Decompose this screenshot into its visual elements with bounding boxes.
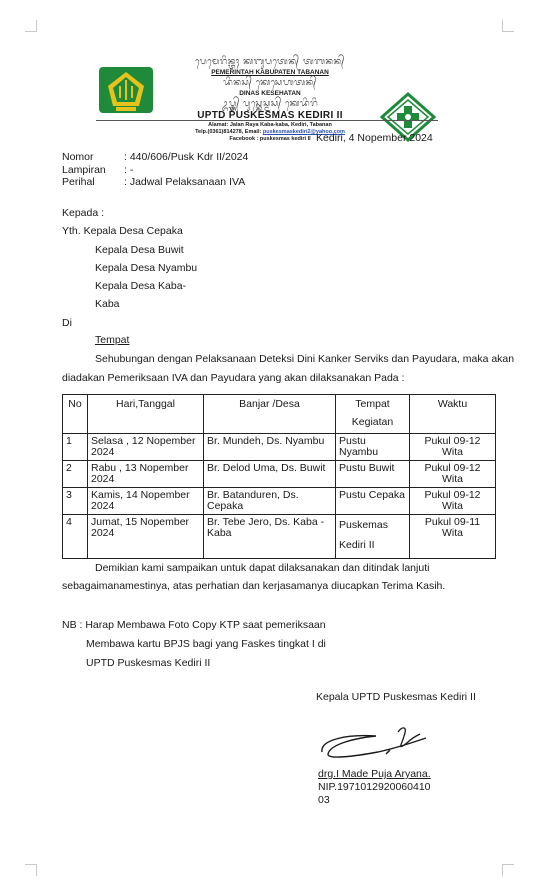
cell-waktu-line2: Wita	[442, 446, 463, 458]
schedule-table	[62, 394, 496, 559]
cell-no: 4	[63, 515, 88, 559]
signer-nip-line2: 03	[318, 794, 330, 806]
place-date: Kediri, 4 Nopember 2024	[316, 132, 433, 144]
lampiran-value: : -	[124, 164, 134, 176]
nb-line: Membawa kartu BPJS bagi yang Faskes tingkat I di	[86, 638, 326, 650]
cell-hari-line2: 2024	[91, 446, 115, 458]
nomor-label: Nomor	[62, 151, 94, 163]
header-banjar: Banjar /Desa	[204, 395, 336, 434]
signer-nip-line1: NIP.1971012920060410	[318, 781, 431, 793]
pemerintah-line: PEMERINTAH KABUPATEN TABANAN	[211, 69, 329, 76]
table-header-row	[63, 395, 496, 434]
letterhead-text	[160, 56, 380, 143]
header-waktu: Waktu	[410, 395, 496, 434]
uptd-line: UPTD PUSKESMAS KEDIRI II	[197, 110, 343, 121]
table-row	[63, 515, 496, 559]
cell-banjar	[204, 434, 336, 461]
cell-hari	[88, 461, 204, 488]
perihal-value: : Jadwal Pelaksanaan IVA	[124, 176, 246, 188]
cell-tempat-line1: Puskemas	[339, 519, 389, 531]
cell-waktu-line1: Pukul 09-12	[424, 462, 481, 474]
cell-banjar-line1: Br. Batanduren, Ds.	[207, 489, 299, 501]
cell-banjar	[204, 461, 336, 488]
balinese-script-line: ᬧᬾᬫᬾᬭᬶᬦ᭄ᬢᬄ ᬓᬩᬸᬧᬢᬾᬦ᭄ ᬢᬩᬦᬦ᭄	[195, 57, 345, 67]
cell-banjar-line1: Br. Delod Uma, Ds. Buwit	[207, 462, 326, 474]
telp-text: Telp.(0361)814278, Email:	[195, 129, 263, 135]
header-tempat-line1: Tempat	[355, 398, 390, 410]
cell-hari-line1: Selasa , 12 Nopember	[91, 435, 196, 447]
cell-tempat-line1: Pustu Cepaka	[339, 489, 405, 501]
kabupaten-tabanan-logo-icon	[98, 66, 154, 114]
cell-banjar-line2: Kaba	[207, 527, 232, 539]
nomor-value: : 440/606/Pusk Kdr II/2024	[124, 151, 249, 163]
cell-banjar	[204, 488, 336, 515]
cell-waktu	[410, 515, 496, 559]
signer-title: Kepala UPTD Puskesmas Kediri II	[316, 691, 476, 703]
cell-banjar-line1: Br. Tebe Jero, Ds. Kaba -	[207, 516, 325, 528]
recipient-line: Kepala Desa Buwit	[95, 244, 184, 256]
tempat-label: Tempat	[95, 334, 130, 346]
table-row	[63, 461, 496, 488]
alamat-line: Alamat: Jalan Raya Kaba-kaba, Kediri, Tabanan	[208, 122, 332, 128]
cell-hari-line1: Jumat, 15 Nopember	[91, 516, 190, 528]
table-row	[63, 488, 496, 515]
cell-waktu-line2: Wita	[442, 500, 463, 512]
balinese-script-line: ᬉᬧ᭄ᬢ᭄ᬤ᭄ ᬧᬸᬲ᭄ᬓᬾᬲ᭄ᬫᬲ᭄ ᬓᬾᬤᬶᬭᬶ	[221, 99, 319, 109]
header-tempat-line2: Kegiatan	[351, 416, 394, 428]
header-no: No	[63, 395, 88, 434]
cell-tempat	[336, 488, 410, 515]
page-corner-mark	[502, 864, 514, 876]
handwritten-signature	[316, 722, 434, 766]
nb-line: NB : Harap Membawa Foto Copy KTP saat pemeriksaan	[62, 619, 326, 631]
cell-tempat-line1: Pustu Nyambu	[339, 435, 379, 458]
cell-waktu-line1: Pukul 09-11	[424, 516, 481, 528]
page-corner-mark	[25, 864, 37, 876]
body-paragraph-line: diadakan Pemeriksaan IVA dan Payudara yang akan dilaksanakan Pada :	[62, 372, 405, 384]
cell-hari	[88, 488, 204, 515]
cell-hari	[88, 515, 204, 559]
table-row	[63, 434, 496, 461]
body-paragraph-line: Sehubungan dengan Pelaksanaan Deteksi Dini Kanker Serviks dan Payudara, maka akan	[95, 353, 515, 365]
cell-hari-line1: Rabu , 13 Nopember	[91, 462, 189, 474]
letterhead-divider	[96, 120, 438, 121]
recipient-line: Yth. Kepala Desa Cepaka	[62, 225, 183, 237]
cell-no: 1	[63, 434, 88, 461]
email-link[interactable]: puskesmaskediri2@yahoo.com	[262, 129, 345, 135]
cell-waktu-line1: Pukul 09-12	[424, 435, 481, 447]
cell-banjar-line2: Cepaka	[207, 500, 244, 512]
perihal-label: Perihal	[62, 176, 95, 188]
cell-hari	[88, 434, 204, 461]
cell-no: 2	[63, 461, 88, 488]
cell-banjar	[204, 515, 336, 559]
recipient-line: Kepala Desa Kaba-	[95, 280, 187, 292]
cell-waktu-line2: Wita	[442, 473, 463, 485]
header-tempat	[336, 395, 410, 434]
cell-waktu	[410, 488, 496, 515]
cell-hari-line1: Kamis, 14 Nopember	[91, 489, 190, 501]
cell-tempat	[336, 515, 410, 559]
cell-waktu	[410, 461, 496, 488]
di-label: Di	[62, 317, 72, 329]
cell-hari-line2: 2024	[91, 473, 115, 485]
cell-tempat-line1: Pustu Buwit	[339, 462, 395, 474]
cell-hari-line2: 2024	[91, 527, 115, 539]
cell-banjar-line1: Br. Mundeh, Ds. Nyambu	[207, 435, 325, 447]
cell-waktu-line2: Wita	[442, 527, 463, 539]
recipient-line: Kaba	[95, 298, 120, 310]
kepada-label: Kepada :	[62, 207, 105, 219]
lampiran-label: Lampiran	[62, 164, 106, 176]
dinas-line: DINAS KESEHATAN	[239, 90, 301, 97]
cell-waktu	[410, 434, 496, 461]
facebook-line: Facebook : puskesmas kediri II	[229, 136, 311, 142]
cell-no: 3	[63, 488, 88, 515]
cell-tempat	[336, 434, 410, 461]
signer-name: drg.I Made Puja Aryana.	[318, 768, 431, 780]
cell-tempat	[336, 461, 410, 488]
nb-line: UPTD Puskesmas Kediri II	[86, 657, 211, 669]
closing-paragraph-line: sebagaimanamestinya, atas perhatian dan kerjasamanya diucapkan Terima Kasih.	[62, 580, 446, 592]
schedule-table-body	[63, 434, 496, 559]
cell-tempat-line2: Kediri II	[339, 539, 375, 551]
closing-paragraph-line: Demikian kami sampaikan untuk dapat dilaksanakan dan ditindak lanjuti	[95, 562, 430, 574]
cell-waktu-line1: Pukul 09-12	[424, 489, 481, 501]
cell-hari-line2: 2024	[91, 500, 115, 512]
recipient-line: Kepala Desa Nyambu	[95, 262, 198, 274]
header-hari: Hari,Tanggal	[88, 395, 204, 434]
balinese-script-line: ᬤᬶᬦᬲ᭄ ᬓᬾᬲᬾᬳᬢᬦ᭄	[223, 78, 317, 88]
